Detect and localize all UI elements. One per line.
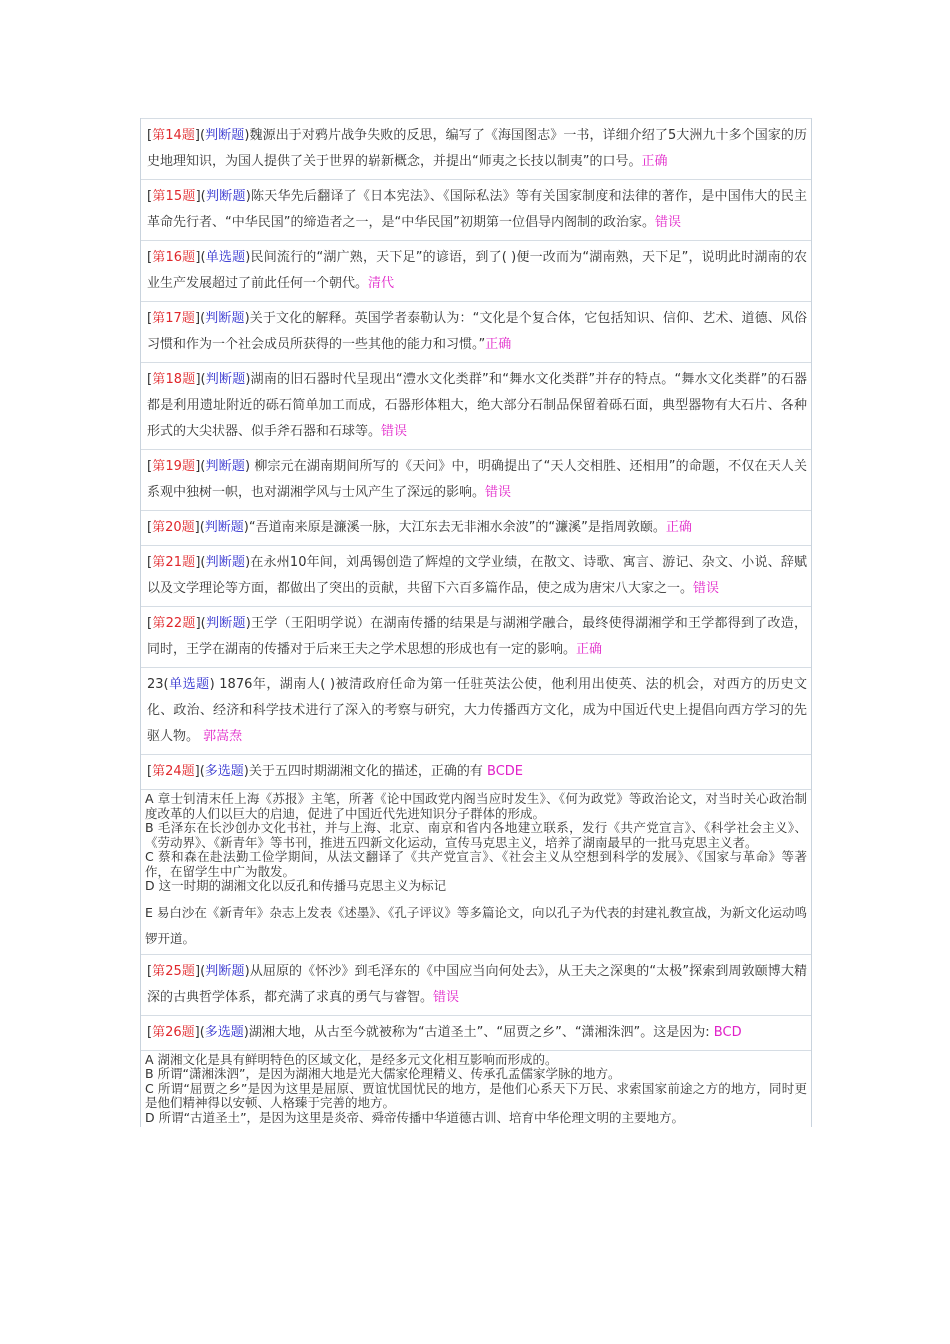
- question-answer: 郭嵩焘: [203, 729, 243, 744]
- question-text: “吾道南来原是濂溪一脉，大江东去无非湘水余波”的“濂溪”是指周敦颐。: [248, 520, 666, 535]
- question-15: [第15题](判断题)陈天华先后翻译了《日本宪法》、《国际私法》等有关国家制度和法律的著作，是中国伟大的民主革命先行者、“中华民国”的缔造者之一，是“中华民国”初期第一位倡导内阁制的政治家。错误: [141, 180, 811, 241]
- question-24: [第24题](多选题)关于五四时期湖湘文化的描述，正确的有 BCDE: [141, 755, 811, 790]
- question-type: 判断题: [205, 555, 246, 570]
- question-text: 王学（王阳明学说）在湖南传播的结果是与湖湘学融合，最终使得湖湘学和王学都得到了改造，同时，王学在湖南的传播对于后来王夫之学术思想的形成也有一定的影响。: [147, 616, 807, 657]
- question-type: 判断题: [205, 459, 245, 474]
- question-number: 第18题: [152, 372, 196, 387]
- question-26: [第26题](多选题)湖湘大地，从古至今就被称为“古道圣土”、“屈贾之乡”、“潇湘洙泗”。这是因为: BCD: [141, 1016, 811, 1051]
- question-number: 第19题: [152, 459, 196, 474]
- question-number: 23: [147, 677, 164, 692]
- question-type: 判断题: [205, 963, 245, 979]
- question-text: 湖南的旧石器时代呈现出“澧水文化类群”和“舞水文化类群”并存的特点。“舞水文化类群”的石器都是利用遗址附近的砾石简单加工而成，石器形体粗大，绝大部分石制品保留着砾石面，典型器物有大石片、各种形式的大尖状器、似手斧石器和石球等。: [147, 372, 807, 439]
- question-answer: 正确: [665, 520, 692, 535]
- question-number: 第14题: [152, 128, 195, 143]
- question-answer: 正确: [485, 337, 512, 352]
- option-d: D 这一时期的湖湘文化以反孔和传播马克思主义为标记: [145, 878, 447, 893]
- question-answer: 错误: [433, 989, 460, 1005]
- option-a: A 章士钊清末任上海《苏报》主笔，所著《论中国政党内阁当应时发生》、《何为政党》等政治论文，对当时关心政治制度改革的人们以巨大的启迪，促进了中国近代先进知识分子群体的形成。: [145, 791, 807, 821]
- question-14: [第14题](判断题)魏源出于对鸦片战争失败的反思，编写了《海国图志》一书，详细介绍了5大洲九十多个国家的历史地理知识，为国人提供了关于世界的崭新概念，并提出“师夷之长技以制夷”的口号。正确: [141, 118, 811, 180]
- question-type: 判断题: [205, 616, 246, 631]
- option-b: B 所谓“潇湘洙泗”，是因为湖湘大地是光大儒家伦理精义、传承孔孟儒家学脉的地方。: [145, 1066, 621, 1081]
- question-number: 第22题: [152, 616, 196, 631]
- question-number: 第25题: [152, 963, 196, 979]
- question-text: 民间流行的“湖广熟，天下足”的谚语，到了( )便一改而为“湖南熟，天下足”，说明此时湖南的农业生产发展超过了前此任何一个朝代。: [147, 250, 807, 291]
- question-text: 陈天华先后翻译了《日本宪法》、《国际私法》等有关国家制度和法律的著作，是中国伟大的民主革命先行者、“中华民国”的缔造者之一，是“中华民国”初期第一位倡导内阁制的政治家。: [147, 189, 807, 230]
- question-answer: 错误: [381, 424, 408, 439]
- question-number: 第17题: [152, 311, 196, 326]
- option-c: C 所谓“屈贾之乡”是因为这里是屈原、贾谊忧国忧民的地方，是他们心系天下万民、求索国家前途之方的地方，同时更是他们精神得以安顿、人格臻于完善的地方。: [145, 1080, 807, 1110]
- question-type: 判断题: [205, 372, 246, 387]
- question-type: 判断题: [205, 311, 245, 326]
- question-text: 关于文化的解释。英国学者泰勒认为：“文化是个复合体，它包括知识、信仰、艺术、道德、风俗习惯和作为一个社会成员所获得的一些其他的能力和习惯。”: [147, 311, 807, 352]
- question-text: 湖湘大地，从古至今就被称为“古道圣土”、“屈贾之乡”、“潇湘洙泗”。这是因为:: [248, 1024, 714, 1040]
- question-number: 第20题: [152, 520, 195, 535]
- question-type: 判断题: [205, 128, 245, 143]
- question-type: 单选题: [168, 677, 210, 692]
- question-text: 柳宗元在湖南期间所写的《天问》中，明确提出了“天人交相胜、还相用”的命题，不仅在天人关系观中独树一帜，也对湖湘学风与士风产生了深远的影响。: [147, 459, 807, 500]
- question-answer: BCDE: [487, 764, 524, 779]
- question-20: [第20题](判断题)“吾道南来原是濂溪一脉，大江东去无非湘水余波”的“濂溪”是指周敦颐。正确: [141, 511, 811, 546]
- question-answer: 正确: [576, 642, 603, 657]
- option-a: A 湖湘文化是具有鲜明特色的区域文化，是经多元文化相互影响而形成的。: [145, 1051, 558, 1067]
- question-text: 在永州10年间，刘禹锡创造了辉煌的文学业绩，在散文、诗歌、寓言、游记、杂文、小说、辞赋以及文学理论等方面，都做出了突出的贡献，共留下六百多篇作品，使之成为唐宋八大家之一。: [147, 555, 807, 596]
- question-text: 魏源出于对鸦片战争失败的反思，编写了《海国图志》一书，详细介绍了5大洲九十多个国家的历史地理知识，为国人提供了关于世界的崭新概念，并提出“师夷之长技以制夷”的口号。: [147, 128, 807, 169]
- question-answer: BCD: [713, 1024, 742, 1040]
- question-number: 第24题: [152, 764, 195, 779]
- question-22: [第22题](判断题)王学（王阳明学说）在湖南传播的结果是与湖湘学融合，最终使得湖湘学和王学都得到了改造，同时，王学在湖南的传播对于后来王夫之学术思想的形成也有一定的影响。正确: [141, 607, 811, 668]
- question-answer: 正确: [641, 154, 668, 169]
- question-type: 判断题: [204, 520, 244, 535]
- question-text: 关于五四时期湖湘文化的描述，正确的有: [248, 764, 488, 779]
- question-number: 第26题: [152, 1024, 195, 1040]
- question-answer: 清代: [368, 276, 395, 291]
- question-answer: 错误: [693, 581, 720, 596]
- question-type: 单选题: [205, 250, 246, 265]
- question-number: 第21题: [152, 555, 196, 570]
- question-text: 1876年，湖南人( )被清政府任命为第一任驻英法公使，他利用出使英、法的机会，对西方的历史文化、政治、经济和科学技术进行了深入的考察与研究，大力传播西方文化，成为中国近代史上提倡向西方学习的先驱人物。: [147, 677, 807, 744]
- question-answer: 错误: [485, 485, 512, 500]
- question-16: [第16题](单选题)民间流行的“湖广熟，天下足”的谚语，到了( )便一改而为“湖南熟，天下足”，说明此时湖南的农业生产发展超过了前此任何一个朝代。清代: [141, 241, 811, 302]
- option-d: D 所谓“古道圣土”，是因为这里是炎帝、舜帝传播中华道德古训、培育中华伦理文明的主要地方。: [145, 1109, 685, 1125]
- question-number: 第16题: [152, 250, 196, 265]
- question-26-options: [141, 1051, 811, 1128]
- question-number: 第15题: [152, 189, 196, 204]
- question-17: [第17题](判断题)关于文化的解释。英国学者泰勒认为：“文化是个复合体，它包括知识、信仰、艺术、道德、风俗习惯和作为一个社会成员所获得的一些其他的能力和习惯。”正确: [141, 302, 811, 363]
- question-type: 多选题: [204, 764, 244, 779]
- question-type: 判断题: [205, 189, 246, 204]
- question-25: [第25题](判断题)从屈原的《怀沙》到毛泽东的《中国应当向何处去》，从王夫之深奥的“太极”探索到周敦颐博大精深的古典哲学体系，都充满了求真的勇气与睿智。错误: [141, 955, 811, 1016]
- question-text: 从屈原的《怀沙》到毛泽东的《中国应当向何处去》，从王夫之深奥的“太极”探索到周敦颐博大精深的古典哲学体系，都充满了求真的勇气与睿智。: [147, 963, 807, 1005]
- option-e: E 易白沙在《新青年》杂志上发表《述墨》、《孔子评议》等多篇论文，向以孔子为代表的封建礼教宣战，为新文化运动鸣锣开道。: [145, 904, 807, 946]
- question-type: 多选题: [204, 1024, 244, 1040]
- question-sheet: [140, 118, 812, 1127]
- question-21: [第21题](判断题)在永州10年间，刘禹锡创造了辉煌的文学业绩，在散文、诗歌、寓言、游记、杂文、小说、辞赋以及文学理论等方面，都做出了突出的贡献，共留下六百多篇作品，使之成为唐宋八大家之一。错误: [141, 546, 811, 607]
- option-c: C 蔡和森在赴法勤工俭学期间，从法文翻译了《共产党宣言》、《社会主义从空想到科学的发展》、《国家与革命》等著作，在留学生中广为散发。: [145, 849, 807, 879]
- question-answer: 错误: [654, 215, 681, 230]
- option-b: B 毛泽东在长沙创办文化书社，并与上海、北京、南京和省内各地建立联系，发行《共产党宣言》、《科学社会主义》、《劳动界》、《新青年》等书刊，推进五四新文化运动，宣传马克思主义，培养了湖南最早的一批马克思主义者。: [145, 820, 807, 850]
- question-18: [第18题](判断题)湖南的旧石器时代呈现出“澧水文化类群”和“舞水文化类群”并存的特点。“舞水文化类群”的石器都是利用遗址附近的砾石简单加工而成，石器形体粗大，绝大部分石制品保留着砾石面，典型器物有大石片、各种形式的大尖状器、似手斧石器和石球等。错误: [141, 363, 811, 450]
- question-23: 23(单选题) 1876年，湖南人( )被清政府任命为第一任驻英法公使，他利用出使英、法的机会，对西方的历史文化、政治、经济和科学技术进行了深入的考察与研究，大力传播西方文化，成为中国近代史上提倡向西方学习的先驱人物。 郭嵩焘: [141, 668, 811, 755]
- question-24-options: [141, 790, 811, 955]
- question-19: [第19题](判断题) 柳宗元在湖南期间所写的《天问》中，明确提出了“天人交相胜、还相用”的命题，不仅在天人关系观中独树一帜，也对湖湘学风与士风产生了深远的影响。错误: [141, 450, 811, 511]
